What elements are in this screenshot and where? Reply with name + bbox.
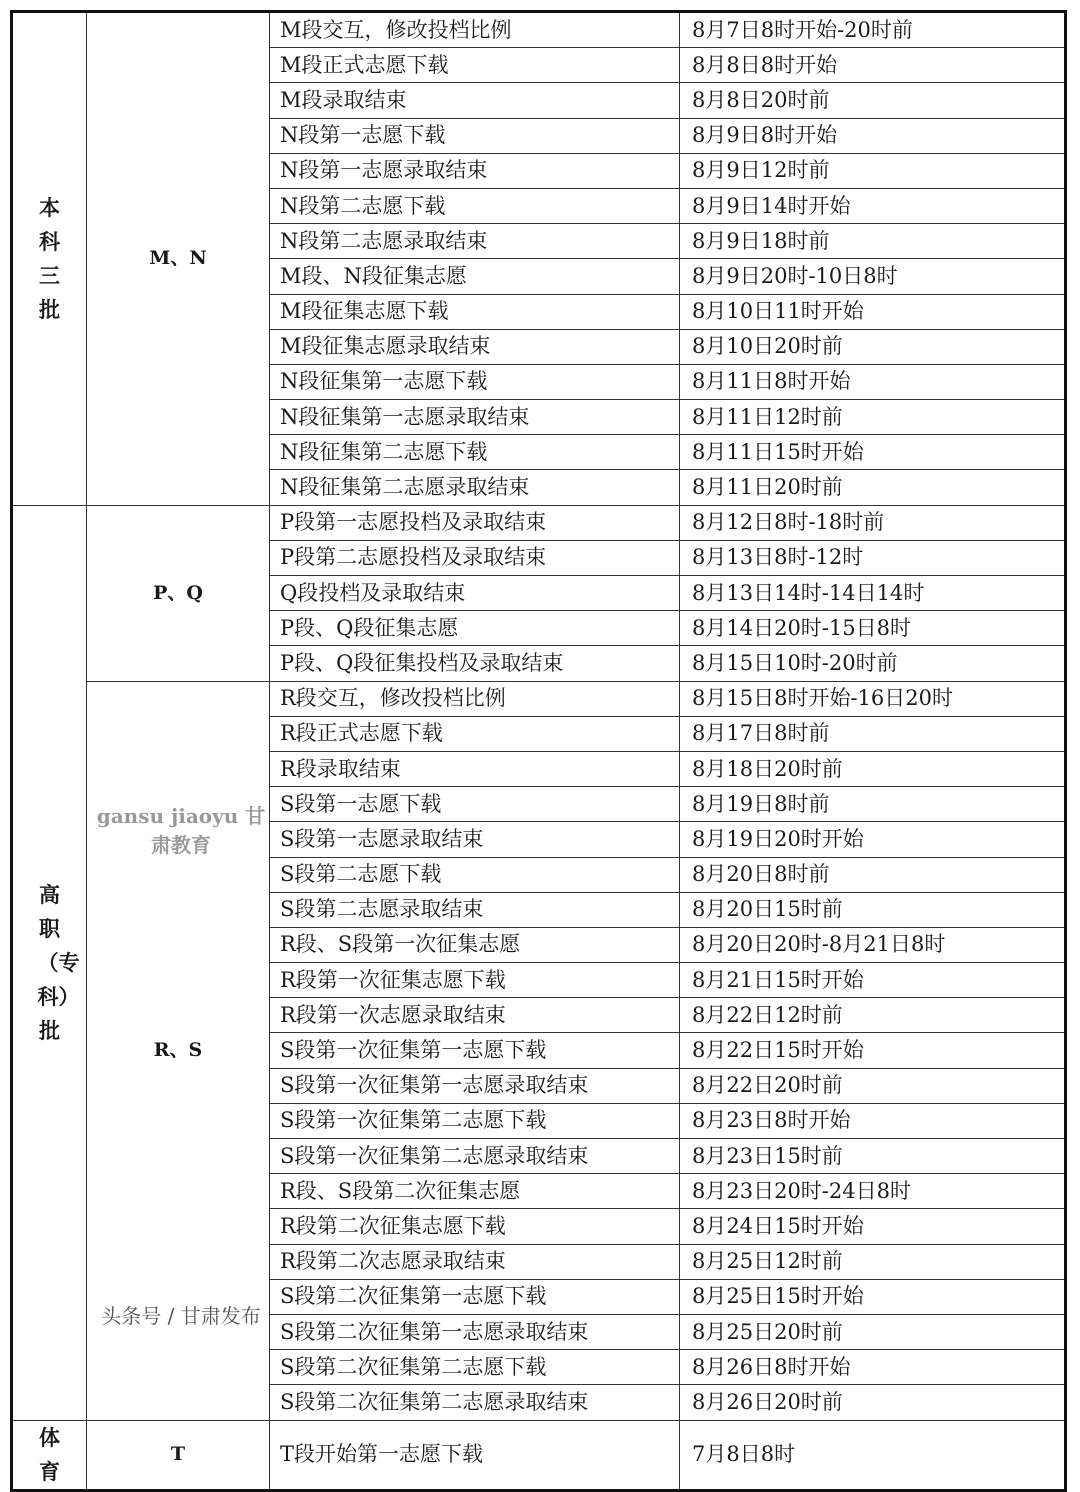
schedule-time: 8月11日8时开始 — [680, 364, 1066, 399]
schedule-item: P段、Q段征集投档及录取结束 — [270, 646, 680, 681]
table-row — [12, 1420, 1066, 1490]
batch-category-cell — [12, 505, 87, 1420]
segment-cell: P、Q — [87, 505, 270, 681]
schedule-item: S段第一次征集第二志愿下载 — [270, 1103, 680, 1138]
schedule-item: S段第二次征集第一志愿下载 — [270, 1279, 680, 1314]
schedule-item: S段第二次征集第二志愿下载 — [270, 1350, 680, 1385]
table-row — [12, 681, 1066, 716]
segment-cell: T — [87, 1420, 270, 1490]
schedule-item: N段第一志愿下载 — [270, 118, 680, 153]
batch-category-label: 本科三批 — [39, 195, 60, 322]
schedule-time: 8月22日12时前 — [680, 998, 1066, 1033]
admission-schedule-table — [10, 10, 1067, 1492]
table-row — [12, 12, 1066, 48]
schedule-time: 8月11日15时开始 — [680, 435, 1066, 470]
schedule-time: 8月8日8时开始 — [680, 48, 1066, 83]
schedule-time: 8月15日10时-20时前 — [680, 646, 1066, 681]
schedule-time: 8月9日14时开始 — [680, 188, 1066, 223]
schedule-item: N段征集第一志愿录取结束 — [270, 400, 680, 435]
schedule-time: 7月8日8时 — [680, 1420, 1066, 1490]
schedule-item: R段录取结束 — [270, 751, 680, 786]
schedule-item: R段、S段第二次征集志愿 — [270, 1174, 680, 1209]
schedule-time: 8月25日15时开始 — [680, 1279, 1066, 1314]
schedule-time: 8月11日20时前 — [680, 470, 1066, 505]
schedule-item: S段第一志愿下载 — [270, 787, 680, 822]
schedule-time: 8月10日11时开始 — [680, 294, 1066, 329]
schedule-item: S段第一志愿录取结束 — [270, 822, 680, 857]
schedule-item: Q段投档及录取结束 — [270, 576, 680, 611]
schedule-time: 8月9日18时前 — [680, 224, 1066, 259]
schedule-item: N段第二志愿下载 — [270, 188, 680, 223]
schedule-time: 8月7日8时开始-20时前 — [680, 12, 1066, 48]
schedule-item: S段第一次征集第一志愿下载 — [270, 1033, 680, 1068]
schedule-item: M段征集志愿下载 — [270, 294, 680, 329]
schedule-time: 8月25日20时前 — [680, 1314, 1066, 1349]
schedule-time: 8月24日15时开始 — [680, 1209, 1066, 1244]
schedule-item: P段第一志愿投档及录取结束 — [270, 505, 680, 540]
schedule-time: 8月22日15时开始 — [680, 1033, 1066, 1068]
schedule-time: 8月9日12时前 — [680, 153, 1066, 188]
schedule-item: R段正式志愿下载 — [270, 716, 680, 751]
schedule-time: 8月19日8时前 — [680, 787, 1066, 822]
schedule-time: 8月21日15时开始 — [680, 963, 1066, 998]
schedule-item: S段第一次征集第二志愿录取结束 — [270, 1139, 680, 1174]
schedule-time: 8月13日14时-14日14时 — [680, 576, 1066, 611]
schedule-time: 8月26日8时开始 — [680, 1350, 1066, 1385]
segment-cell: R、S — [87, 681, 270, 1420]
schedule-item: N段第二志愿录取结束 — [270, 224, 680, 259]
schedule-item: R段第二次征集志愿下载 — [270, 1209, 680, 1244]
schedule-time: 8月13日8时-12时 — [680, 540, 1066, 575]
schedule-item: S段第一次征集第一志愿录取结束 — [270, 1068, 680, 1103]
schedule-time: 8月25日12时前 — [680, 1244, 1066, 1279]
schedule-time: 8月15日8时开始-16日20时 — [680, 681, 1066, 716]
schedule-item: S段第二志愿录取结束 — [270, 892, 680, 927]
schedule-time: 8月23日8时开始 — [680, 1103, 1066, 1138]
schedule-time: 8月12日8时-18时前 — [680, 505, 1066, 540]
schedule-time: 8月23日20时-24日8时 — [680, 1174, 1066, 1209]
schedule-time: 8月18日20时前 — [680, 751, 1066, 786]
schedule-item: R段交互，修改投档比例 — [270, 681, 680, 716]
schedule-time: 8月22日20时前 — [680, 1068, 1066, 1103]
schedule-item: S段第二志愿下载 — [270, 857, 680, 892]
schedule-time: 8月9日8时开始 — [680, 118, 1066, 153]
schedule-item: R段第一次征集志愿下载 — [270, 963, 680, 998]
schedule-item: N段征集第二志愿下载 — [270, 435, 680, 470]
batch-category-cell — [12, 12, 87, 506]
schedule-item: M段录取结束 — [270, 83, 680, 118]
segment-cell: M、N — [87, 12, 270, 506]
schedule-item: R段第二次志愿录取结束 — [270, 1244, 680, 1279]
schedule-time: 8月10日20时前 — [680, 329, 1066, 364]
schedule-time: 8月20日8时前 — [680, 857, 1066, 892]
background-watermark: gansu jiaoyu 甘肃教育 — [96, 804, 266, 857]
schedule-item: S段第二次征集第二志愿录取结束 — [270, 1385, 680, 1420]
schedule-item: M段、N段征集志愿 — [270, 259, 680, 294]
batch-category-label: 体育 — [39, 1425, 60, 1484]
schedule-time: 8月19日20时开始 — [680, 822, 1066, 857]
schedule-item: N段征集第一志愿下载 — [270, 364, 680, 399]
batch-category-label: 高职（专科）批 — [37, 882, 80, 1043]
schedule-time: 8月20日15时前 — [680, 892, 1066, 927]
schedule-time: 8月11日12时前 — [680, 400, 1066, 435]
schedule-item: M段征集志愿录取结束 — [270, 329, 680, 364]
schedule-item: P段、Q段征集志愿 — [270, 611, 680, 646]
schedule-time: 8月17日8时前 — [680, 716, 1066, 751]
schedule-time: 8月23日15时前 — [680, 1139, 1066, 1174]
schedule-time: 8月9日20时-10日8时 — [680, 259, 1066, 294]
schedule-item: M段正式志愿下载 — [270, 48, 680, 83]
schedule-item: M段交互，修改投档比例 — [270, 12, 680, 48]
schedule-time: 8月14日20时-15日8时 — [680, 611, 1066, 646]
table-row — [12, 505, 1066, 540]
schedule-time: 8月26日20时前 — [680, 1385, 1066, 1420]
schedule-item: N段征集第二志愿录取结束 — [270, 470, 680, 505]
schedule-time: 8月8日20时前 — [680, 83, 1066, 118]
schedule-item: N段第一志愿录取结束 — [270, 153, 680, 188]
schedule-item: R段第一次志愿录取结束 — [270, 998, 680, 1033]
schedule-item: P段第二志愿投档及录取结束 — [270, 540, 680, 575]
schedule-item: T段开始第一志愿下载 — [270, 1420, 680, 1490]
batch-category-cell — [12, 1420, 87, 1490]
schedule-time: 8月20日20时-8月21日8时 — [680, 927, 1066, 962]
schedule-item: R段、S段第一次征集志愿 — [270, 927, 680, 962]
schedule-item: S段第二次征集第一志愿录取结束 — [270, 1314, 680, 1349]
source-watermark: 头条号 / 甘肃发布 — [101, 1304, 261, 1328]
